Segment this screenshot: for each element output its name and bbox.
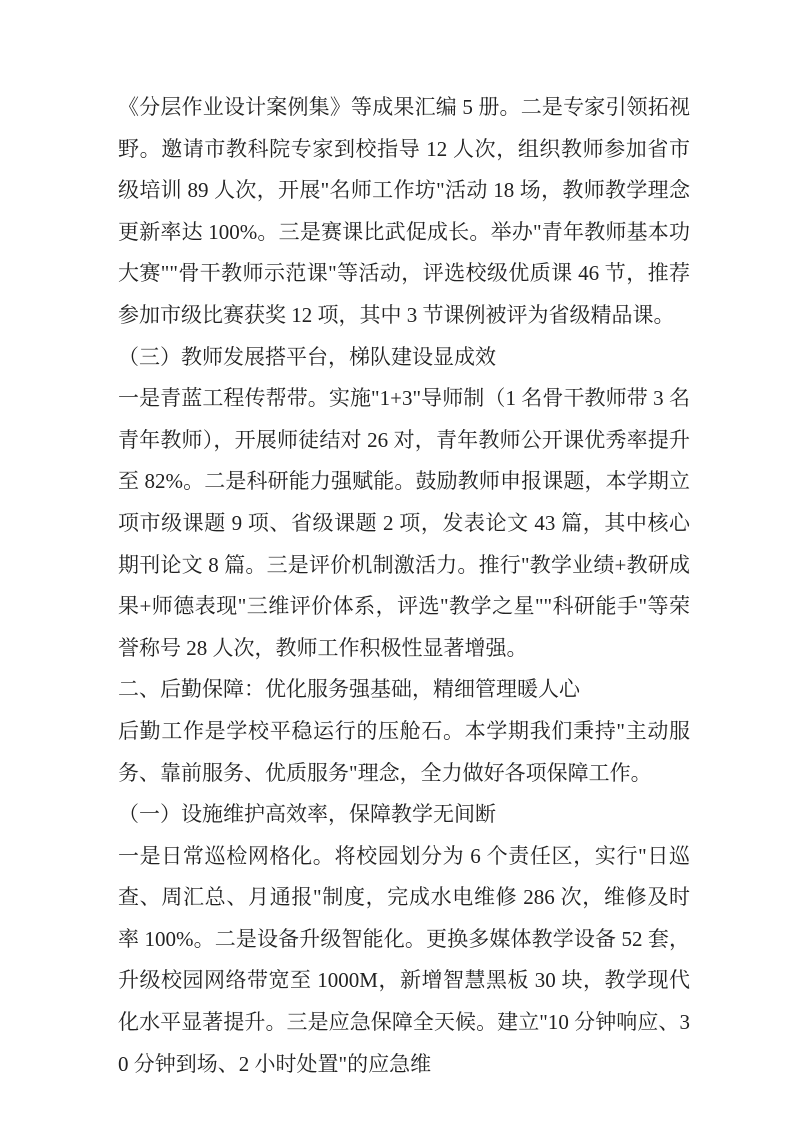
paragraph: 《分层作业设计案例集》等成果汇编 5 册。二是专家引领拓视野。邀请市教科院专家到校指导 12 人次，组织教师参加省市级培训 89 人次，开展"名师工作坊"活动 18 场，教师教学理念更新率达 100%。三是赛课比武促成长。举办"青年教师基本功大赛""骨干教师示范课"等活动，评选校级优质课 46 节，推荐参加市级比赛获奖 12 项，其中 3 节课例被评为省级精品课。	[118, 95, 690, 327]
paragraph: 一是日常巡检网格化。将校园划分为 6 个责任区，实行"日巡查、周汇总、月通报"制度，完成水电维修 286 次，维修及时率 100%。二是设备升级智能化。更换多媒体教学设备 52 套，升级校园网络带宽至 1000M，新增智慧黑板 30 块，教学现代化水平显著提升。三是应急保障全天候。建立"10 分钟响应、30 分钟到场、2 小时处置"的应急维	[118, 843, 690, 1076]
paragraph: 一是青蓝工程传帮带。实施"1+3"导师制（1 名骨干教师带 3 名青年教师），开展师徒结对 26 对，青年教师公开课优秀率提升至 82%。二是科研能力强赋能。鼓励教师申报课题，本学期立项市级课题 9 项、省级课题 2 项，发表论文 43 篇，其中核心期刊论文 8 篇。三是评价机制激活力。推行"教学业绩+教研成果+师德表现"三维评价体系，评选"教学之星""科研能手"等荣誉称号 28 人次，教师工作积极性显著增强。	[118, 386, 690, 660]
subheading: （一）设施维护高效率，保障教学无间断	[118, 802, 496, 827]
subheading: （三）教师发展搭平台，梯队建设显成效	[118, 344, 496, 369]
paragraph: 后勤工作是学校平稳运行的压舱石。本学期我们秉持"主动服务、靠前服务、优质服务"理念，全力做好各项保障工作。	[118, 718, 690, 785]
document-body	[118, 87, 690, 1085]
heading: 二、后勤保障：优化服务强基础，精细管理暖人心	[118, 677, 580, 702]
